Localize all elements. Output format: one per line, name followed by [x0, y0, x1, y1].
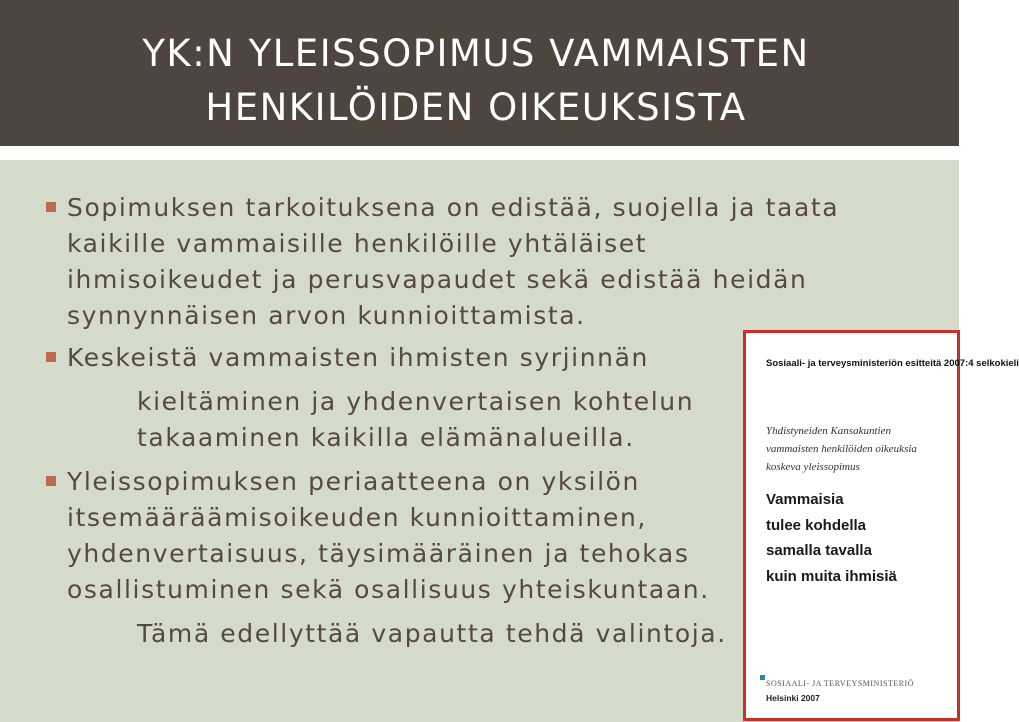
bullet-1-line-2: kaikille vammaisille henkilöille yhtäläiset [67, 229, 648, 258]
booklet-main-line-2: tulee kohdella [766, 517, 867, 534]
title-bar [0, 0, 959, 146]
bullet-marker-2 [46, 352, 56, 362]
booklet-ministry: SOSIAALI- JA TERVEYSMINISTERIÖ [766, 679, 914, 688]
bullet-3-line-3: yhdenvertaisuus, täysimääräinen ja tehokas [67, 539, 690, 568]
bullet-marker-1 [46, 202, 56, 212]
slide-title-line-1: YK:N YLEISSOPIMUS VAMMAISTEN [142, 32, 810, 75]
bullet-2-line-2: kieltäminen ja yhdenvertaisen kohtelun [137, 387, 695, 416]
booklet-main-line-3: samalla tavalla [766, 542, 872, 559]
bullet-1-line-4: synnynnäisen arvon kunnioittamista. [67, 301, 586, 330]
ministry-logo-icon [760, 675, 765, 680]
bullet-2-line-3: takaaminen kaikilla elämänalueilla. [137, 423, 635, 452]
bullet-1-line-1: Sopimuksen tarkoituksena on edistää, suojella ja taata [67, 193, 840, 222]
booklet-series-header: Sosiaali- ja terveysministeriön esitteitä 2007:4 selkokieli [766, 358, 1019, 369]
bullet-marker-3 [46, 476, 56, 486]
booklet-intro-line-1: Yhdistyneiden Kansakuntien [766, 425, 891, 437]
bullet-3-line-4: osallistuminen sekä osallisuus yhteiskuntaan. [67, 575, 710, 604]
bullet-2-line-1: Keskeistä vammaisten ihmisten syrjinnän [67, 343, 649, 372]
bullet-3-line-5: Tämä edellyttää vapautta tehdä valintoja. [137, 619, 727, 648]
booklet-intro-line-2: vammaisten henkilöiden oikeuksia [766, 443, 917, 455]
booklet-main-line-1: Vammaisia [766, 491, 844, 508]
booklet-intro-line-3: koskeva yleissopimus [766, 461, 860, 473]
booklet-cover-image [743, 330, 1019, 721]
bullet-3-line-1: Yleissopimuksen periaatteena on yksilön [67, 467, 640, 496]
bullet-3-line-2: itsemääräämisoikeuden kunnioittaminen, [67, 503, 647, 532]
booklet-main-line-4: kuin muita ihmisiä [766, 568, 897, 585]
bullet-1-line-3: ihmisoikeudet ja perusvapaudet sekä edistää heidän [67, 265, 808, 294]
booklet-place-year: Helsinki 2007 [766, 693, 820, 703]
slide-title-line-2: HENKILÖIDEN OIKEUKSISTA [205, 86, 747, 129]
